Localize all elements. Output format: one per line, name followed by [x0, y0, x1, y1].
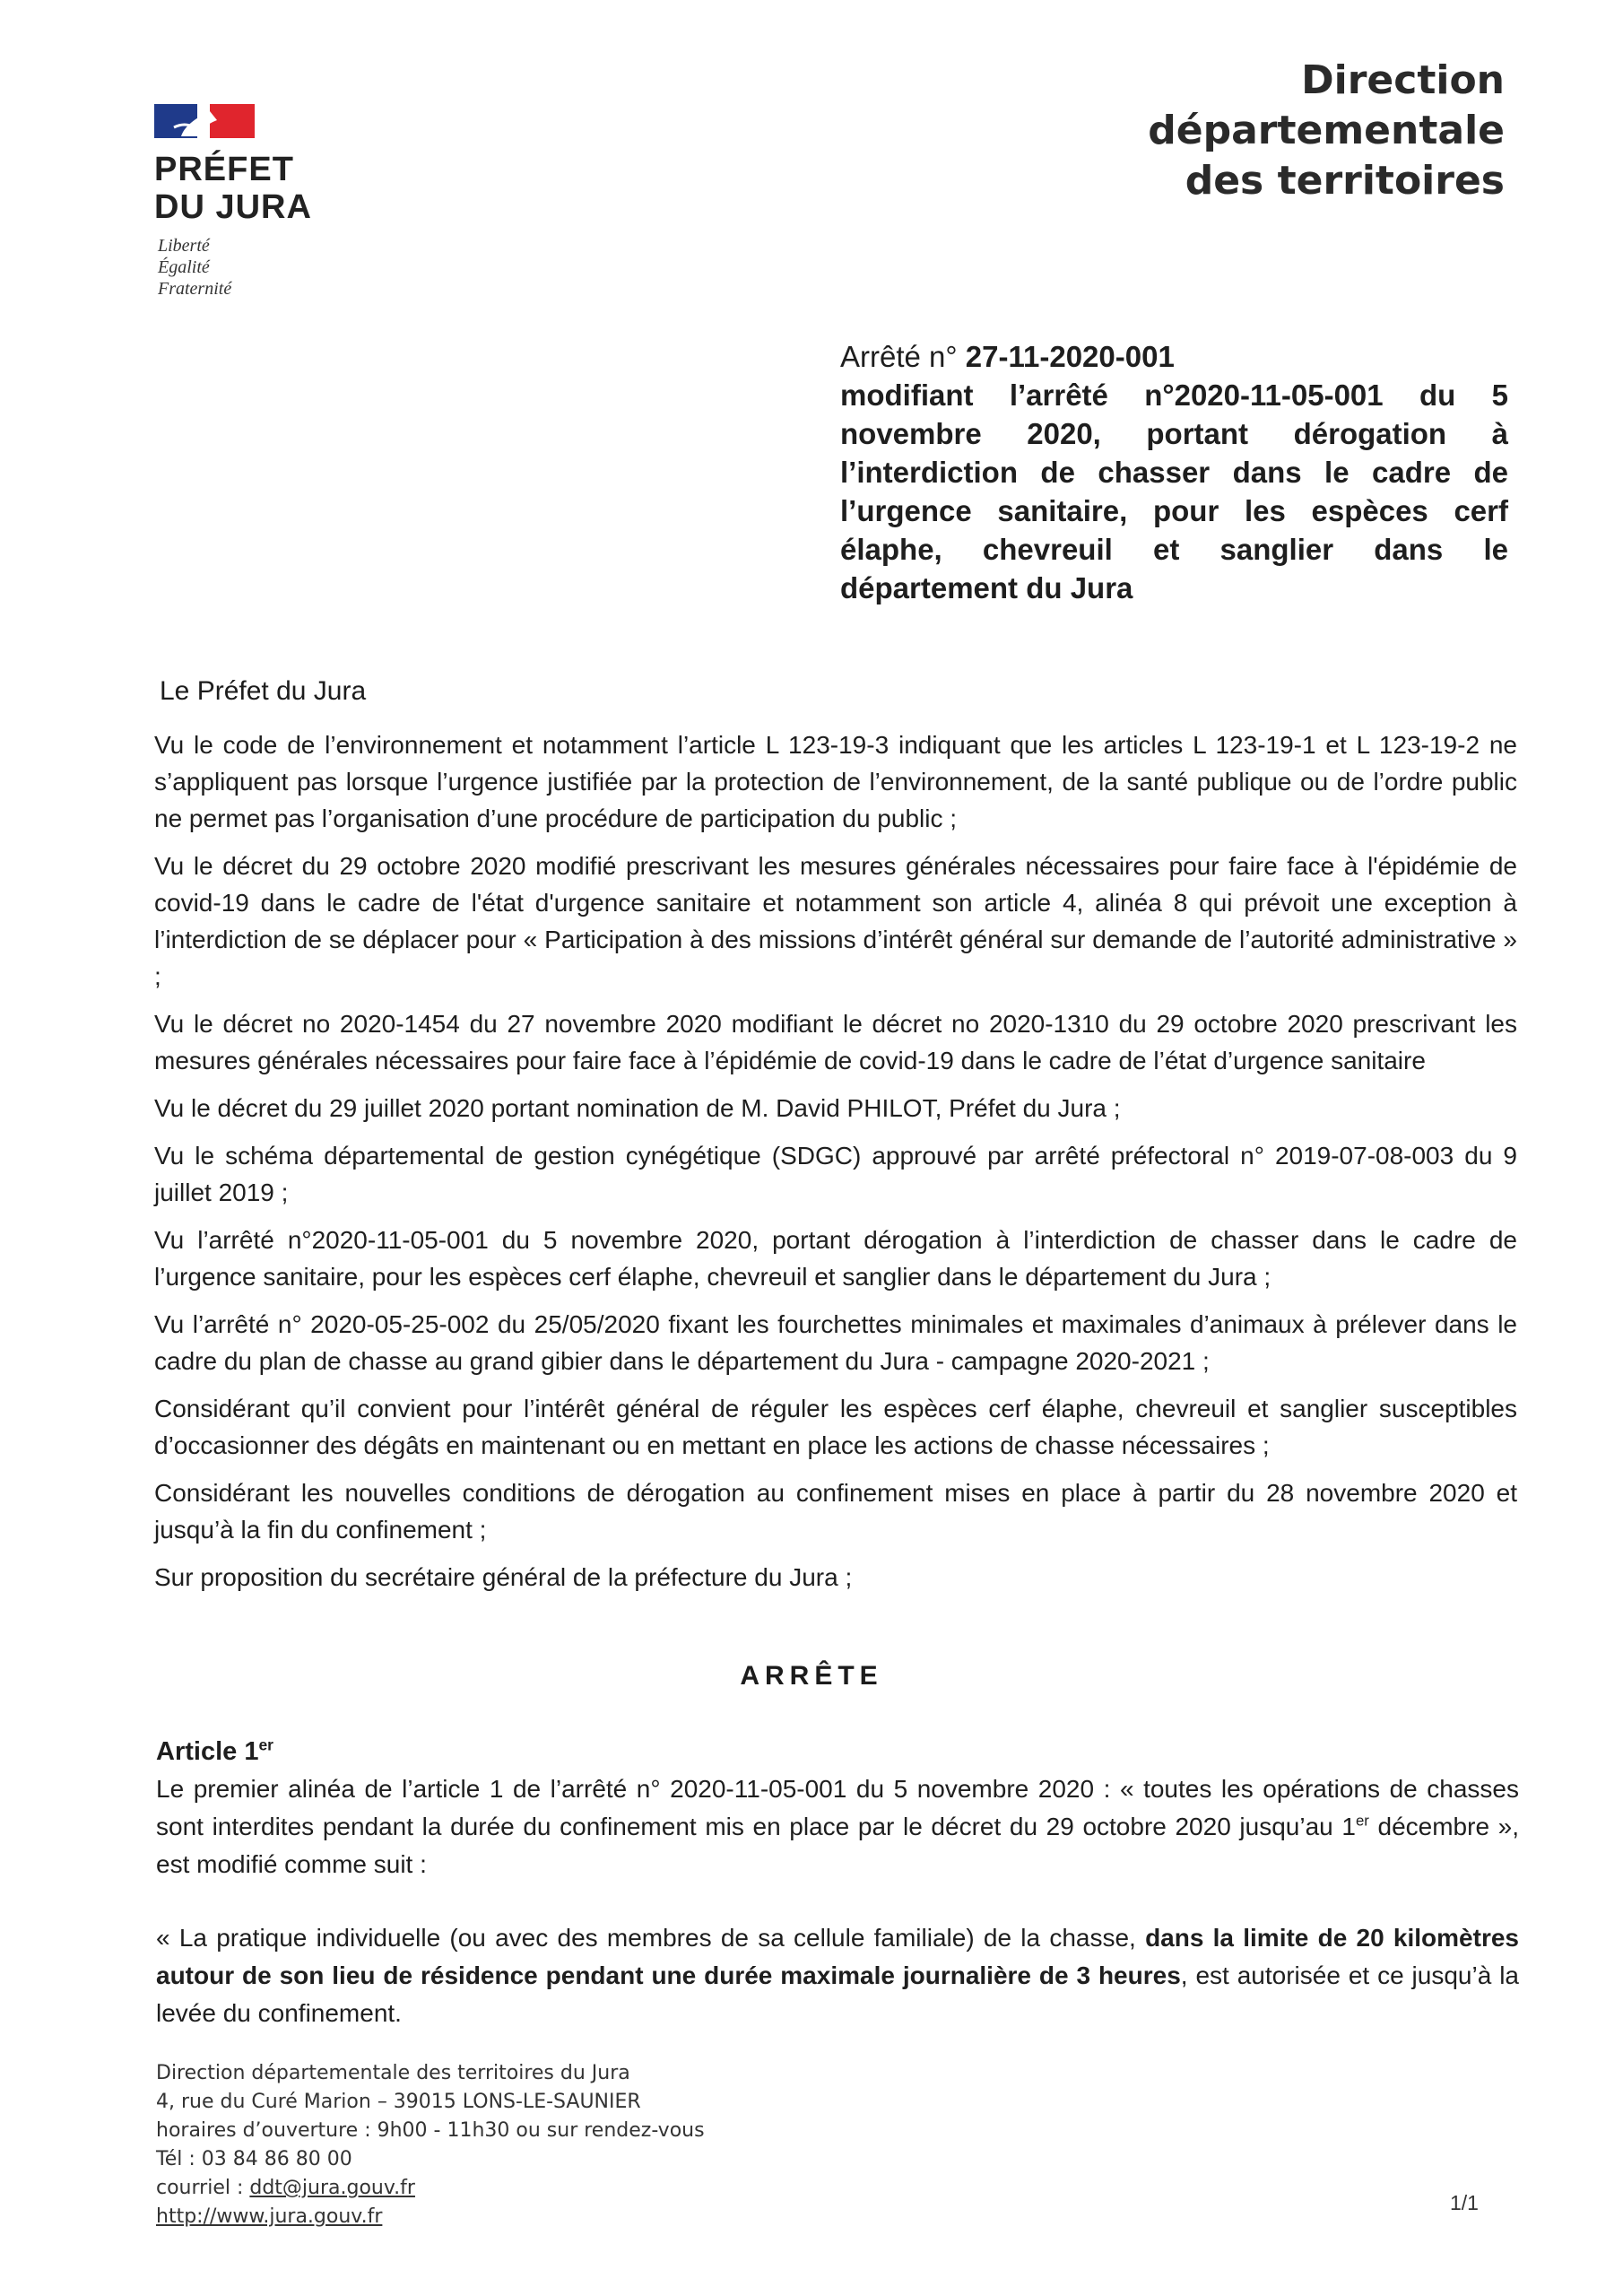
direction-heading: [1074, 56, 1505, 206]
article-text: décembre », est modifié comme suit :: [156, 1813, 1520, 1878]
arrete-number: 27-11-2020-001: [965, 340, 1175, 373]
article-1-paragraph: [156, 1770, 1519, 1883]
direction-line-3: des territoires: [1185, 158, 1505, 204]
arrete-label: Arrêté n°: [840, 340, 958, 373]
motto-liberte: Liberté: [158, 236, 210, 256]
page-number: 1/1: [1450, 2191, 1479, 2214]
quote-text: , est autorisée et ce jusqu’à la levée du confinement.: [156, 1961, 1519, 2027]
republic-motto: [158, 235, 231, 300]
quote-text: « La pratique individuelle (ou avec des membres de sa cellule familiale) de la chasse,: [156, 1924, 1146, 1952]
motto-fraternite: Fraternité: [158, 279, 232, 299]
footer-phone: Tél : 03 84 86 80 00: [156, 2148, 352, 2170]
article-1-quote: [156, 1919, 1519, 2032]
considerant-paragraph: Vu le décret du 29 octobre 2020 modifié prescrivant les mesures générales nécessaires pour faire face à l'épidémie de covid-19 dans le cadre de l'état d'urgence sanitaire et notamment son article 4, alinéa 8 qui prévoit une exception à l’interdiction de se déplacer pour « Participation à des missions d’intérêt général sur demande de l’autorité administrative » ;: [154, 852, 1517, 990]
arrete-heading: ARRÊTE: [740, 1661, 883, 1691]
prefet-du-jura-logo-text: [154, 151, 312, 226]
footer-line: horaires d’ouverture : 9h00 - 11h30 ou sur rendez-vous: [156, 2119, 705, 2142]
du-jura-label: DU JURA: [154, 188, 312, 226]
marianne-logo-icon: [154, 100, 255, 142]
considerant-paragraph: Considérant qu’il convient pour l’intérêt général de réguler les espèces cerf élaphe, chevreuil et sanglier susceptibles d’occasionner des dégâts en maintenant ou en mettant en place les actions de chasse nécessaires ;: [154, 1395, 1517, 1459]
footer-line: Direction départementale des territoires du Jura: [156, 2062, 630, 2084]
considerant-paragraph: Vu l’arrêté n° 2020-05-25-002 du 25/05/2020 fixant les fourchettes minimales et maximales d’animaux à prélever dans le cadre du plan de chasse au grand gibier dans le département du Jura - campagne 2020-2021 ;: [154, 1310, 1517, 1375]
footer-address: [156, 2059, 705, 2231]
prefet-line: Le Préfet du Jura: [160, 676, 367, 706]
prefet-label: PRÉFET: [154, 151, 294, 188]
considerant-paragraph: Vu le code de l’environnement et notamment l’article L 123-19-3 indiquant que les articles L 123-19-1 et L 123-19-2 ne s’appliquent pas lorsque l’urgence justifiée par la protection de l’environnement, de la santé publique ou de l’ordre public ne permet pas l’organisation d’une procédure de participation du public ;: [154, 731, 1517, 832]
arrete-number-line: [840, 337, 1508, 376]
direction-line-1: Direction: [1301, 57, 1505, 103]
arrete-description: modifiant l’arrêté n°2020-11-05-001 du 5 novembre 2020, portant dérogation à l’interdiction de chasser dans le cadre de l’urgence sanitaire, pour les espèces cerf élaphe, chevreuil et sanglier dans le département du Jura: [840, 378, 1508, 604]
article-title-sup: er: [258, 1735, 273, 1754]
considerants: [154, 726, 1517, 1606]
email-link[interactable]: ddt@jura.gouv.fr: [249, 2177, 415, 2199]
article-1: [156, 1733, 1519, 2032]
motto-egalite: Égalité: [158, 257, 210, 277]
article-sup: er: [1355, 1812, 1369, 1830]
quote-bold-text: dans la limite de 20 kilomètres autour de son lieu de résidence pendant une durée maximale journalière de 3 heures: [156, 1924, 1519, 1989]
considerant-paragraph: Vu l’arrêté n°2020-11-05-001 du 5 novembre 2020, portant dérogation à l’interdiction de chasser dans le cadre de l’urgence sanitaire, pour les espèces cerf élaphe, chevreuil et sanglier dans le département du Jura ;: [154, 1226, 1517, 1291]
article-1-title: [156, 1733, 1519, 1770]
website-link[interactable]: http://www.jura.gouv.fr: [156, 2205, 383, 2228]
article-title-text: Article 1: [156, 1737, 259, 1766]
considerant-paragraph: Considérant les nouvelles conditions de dérogation au confinement mises en place à partir du 28 novembre 2020 et jusqu’à la fin du confinement ;: [154, 1479, 1517, 1544]
footer-email-line: [156, 2174, 705, 2203]
footer-line: 4, rue du Curé Marion – 39015 LONS-LE-SAUNIER: [156, 2091, 641, 2113]
considerant-paragraph: Vu le décret du 29 juillet 2020 portant nomination de M. David PHILOT, Préfet du Jura ;: [154, 1094, 1121, 1122]
considerant-paragraph: Vu le schéma départemental de gestion cynégétique (SDGC) approuvé par arrêté préfectoral n° 2019-07-08-003 du 9 juillet 2019 ;: [154, 1142, 1517, 1206]
arrete-title-block: [840, 337, 1508, 607]
article-text: Le premier alinéa de l’article 1 de l’arrêté n° 2020-11-05-001 du 5 novembre 2020 : « toutes les opérations de chasses sont interdites pendant la durée du confinement mis en place par le décret du 29 octobre 2020 jusqu’au 1: [156, 1775, 1519, 1840]
direction-line-2: départementale: [1148, 108, 1505, 153]
considerant-paragraph: Sur proposition du secrétaire général de la préfecture du Jura ;: [154, 1563, 853, 1591]
considerant-paragraph: Vu le décret no 2020-1454 du 27 novembre 2020 modifiant le décret no 2020-1310 du 29 octobre 2020 prescrivant les mesures générales nécessaires pour faire face à l’épidémie de covid-19 dans le cadre de l’état d’urgence sanitaire: [154, 1010, 1517, 1074]
email-label: courriel :: [156, 2177, 250, 2199]
